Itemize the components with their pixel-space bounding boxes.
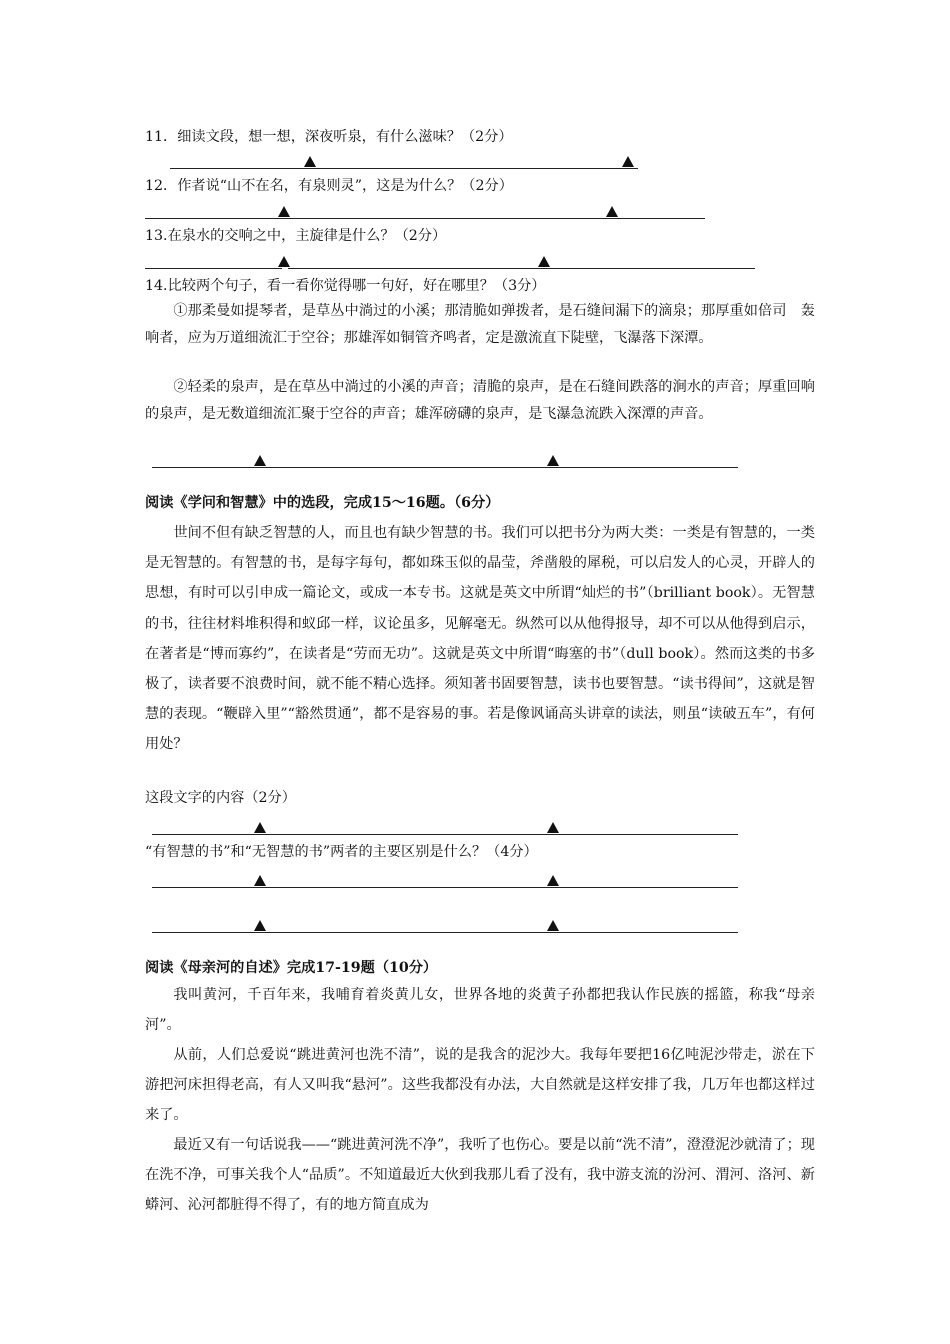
question-15: 这段文字的内容（2分） [145, 790, 296, 806]
answer-line-16a[interactable] [152, 887, 738, 888]
triangle-marker-icon [304, 156, 316, 167]
triangle-marker-icon [254, 920, 266, 931]
triangle-marker-icon [254, 455, 266, 466]
triangle-marker-icon [538, 256, 550, 267]
answer-line-13b[interactable] [288, 268, 755, 269]
answer-line-11[interactable] [170, 168, 638, 169]
section-3-paragraph-3: 最近又有一句话说我——“跳进黄河洗不净”，我听了也伤心。要是以前“洗不清”，澄澄泥沙就清了；现在洗不净，可事关我个人“品质”。不知道最近大伙到我那儿看了没有，我中游支流的汾河、渭河、洛河、新蟒河、沁河都脏得不得了，有的地方简直成为 [145, 1137, 815, 1214]
triangle-marker-icon [278, 206, 290, 217]
answer-line-13a[interactable] [145, 268, 282, 269]
section-2-passage: 世间不但有缺乏智慧的人，而且也有缺少智慧的书。我们可以把书分为两大类：一类是有智慧的，一类是无智慧的。有智慧的书，是每字每句，都如珠玉似的晶莹，斧凿般的犀税，可以启发人的心灵，开辟人的思想，有时可以引申成一篇论文，或成一本专书。这就是英文中所谓“灿烂的书”（brilliant book）。无智慧的书，往往材料堆积得和蚁邱一样，议论虽多，见解毫无。纵然可以从他得报导，却不可以从他得到启示，在著者是“博而寡约”，在读者是“劳而无功”。这就是英文中所谓“晦塞的书”（dull book）。然而这类的书多极了，读者要不浪费时间，就不能不精心选择。须知著书固要智慧，读书也要智慧。“读书得间”，这就是智慧的表现。“鞭辟入里”“豁然贯通”，都不是容易的事。若是像讽诵高头讲章的读法，则虽“读破五车”，有何用处？ [145, 525, 815, 753]
answer-line-16b[interactable] [152, 932, 738, 933]
triangle-marker-icon [547, 455, 559, 466]
triangle-marker-icon [547, 875, 559, 886]
question-16: “有智慧的书”和“无智慧的书”两者的主要区别是什么？（4分） [145, 844, 538, 860]
sentence-1: ①那柔曼如提琴者，是草丛中淌过的小溪；那清脆如弹拨者，是石缝间漏下的滴泉；那厚重如倍司 轰响者，应为万道细流汇于空谷；那雄浑如铜管齐鸣者，定是激流直下陡壁，飞瀑落下深潭。 [145, 303, 815, 346]
triangle-marker-icon [547, 920, 559, 931]
triangle-marker-icon [547, 822, 559, 833]
triangle-marker-icon [254, 875, 266, 886]
section-3-paragraph-2: 从前，人们总爱说“跳进黄河也洗不清”，说的是我含的泥沙大。我每年要把16亿吨泥沙带走，淤在下游把河床担得老高，有人又叫我“悬河”。这些我都没有办法，大自然就是这样安排了我，几万年也都这样过来了。 [145, 1047, 815, 1124]
triangle-marker-icon [622, 156, 634, 167]
triangle-marker-icon [606, 206, 618, 217]
question-12: 12．作者说“山不在名，有泉则灵”，这是为什么？（2分） [145, 178, 513, 194]
answer-line-14[interactable] [152, 467, 738, 468]
triangle-marker-icon [254, 822, 266, 833]
sentence-2: ②轻柔的泉声，是在草丛中淌过的小溪的声音；清脆的泉声，是在石缝间跌落的涧水的声音；厚重回响的泉声，是无数道细流汇聚于空谷的声音；雄浑磅礴的泉声，是飞瀑急流跌入深潭的声音。 [145, 379, 815, 422]
question-13: 13.在泉水的交响之中，主旋律是什么？（2分） [145, 228, 447, 244]
question-14: 14.比较两个句子，看一看你觉得哪一句好，好在哪里？（3分） [145, 278, 546, 294]
question-11: 11．细读文段，想一想，深夜听泉，有什么滋味？（2分） [145, 129, 513, 145]
section-2-title: 阅读《学问和智慧》中的选段，完成15～16题。（6分） [145, 495, 500, 511]
answer-line-12[interactable] [145, 218, 705, 219]
section-3-paragraph-1: 我叫黄河，千百年来，我哺育着炎黄儿女，世界各地的炎黄子孙都把我认作民族的摇篮，称我“母亲河”。 [145, 987, 815, 1034]
answer-line-15[interactable] [152, 834, 738, 835]
section-3-title: 阅读《母亲河的自述》完成17-19题（10分） [145, 960, 438, 976]
triangle-marker-icon [278, 256, 290, 267]
